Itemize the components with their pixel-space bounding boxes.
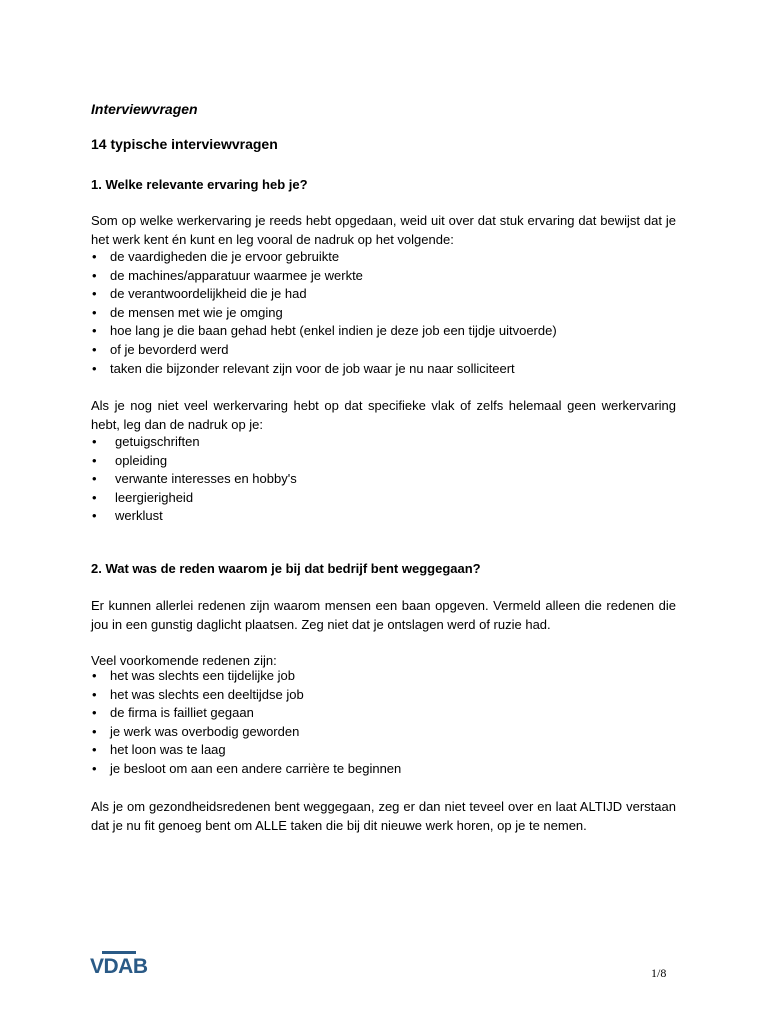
list-item: • verwante interesses en hobby's: [91, 470, 297, 489]
question-2-intro: Er kunnen allerlei redenen zijn waarom mensen een baan opgeven. Vermeld alleen die redenen die jou in een gunstig daglicht plaatsen. Zeg niet dat je ontslagen werd of ruzie had.: [91, 598, 676, 632]
question-1-heading: 1. Welke relevante ervaring heb je?: [91, 177, 308, 192]
list-item: • of je bevorderd werd: [91, 341, 557, 360]
list-item: • getuigschriften: [91, 433, 297, 452]
list-item: • het loon was te laag: [91, 741, 401, 760]
question-2-list-label: Veel voorkomende redenen zijn:: [91, 653, 277, 668]
logo-bar: [102, 951, 136, 954]
list-item: • werklust: [91, 507, 297, 526]
question-1-list: [91, 248, 557, 378]
question-2-heading: 2. Wat was de reden waarom je bij dat bedrijf bent weggegaan?: [91, 561, 481, 576]
question-1-intro-2: Als je nog niet veel werkervaring hebt op dat specifieke vlak of zelfs helemaal geen werkervaring hebt, leg dan de nadruk op je:: [91, 398, 676, 432]
list-item: • het was slechts een deeltijdse job: [91, 686, 401, 705]
question-1-list-2: [91, 433, 297, 526]
list-item: • hoe lang je die baan gehad hebt (enkel indien je deze job een tijdje uitvoerde): [91, 322, 557, 341]
document-title: Interviewvragen: [91, 101, 198, 117]
list-item: • de mensen met wie je omging: [91, 304, 557, 323]
logo-text: VDAB: [90, 955, 148, 978]
list-item: • het was slechts een tijdelijke job: [91, 667, 401, 686]
list-item: • leergierigheid: [91, 489, 297, 508]
vdab-logo: [90, 951, 150, 981]
list-item: • de firma is failliet gegaan: [91, 704, 401, 723]
list-item: • je besloot om aan een andere carrière te beginnen: [91, 760, 401, 779]
question-1-intro: Som op welke werkervaring je reeds hebt opgedaan, weid uit over dat stuk ervaring dat bewijst dat je het werk kent én kunt en leg vooral de nadruk op het volgende:: [91, 213, 676, 247]
list-item: • opleiding: [91, 452, 297, 471]
list-item: • je werk was overbodig geworden: [91, 723, 401, 742]
page-number: 1/8: [651, 966, 667, 980]
question-2-closing: Als je om gezondheidsredenen bent weggegaan, zeg er dan niet teveel over en laat ALTIJD verstaan dat je nu fit genoeg bent om ALLE taken die bij dit nieuwe werk horen, op je te nemen.: [91, 799, 676, 833]
list-item: • taken die bijzonder relevant zijn voor de job waar je nu naar solliciteert: [91, 360, 557, 379]
question-2-list: [91, 667, 401, 779]
list-item: • de verantwoordelijkheid die je had: [91, 285, 557, 304]
document-subtitle: 14 typische interviewvragen: [91, 136, 278, 152]
list-item: • de machines/apparatuur waarmee je werkte: [91, 267, 557, 286]
list-item: • de vaardigheden die je ervoor gebruikte: [91, 248, 557, 267]
